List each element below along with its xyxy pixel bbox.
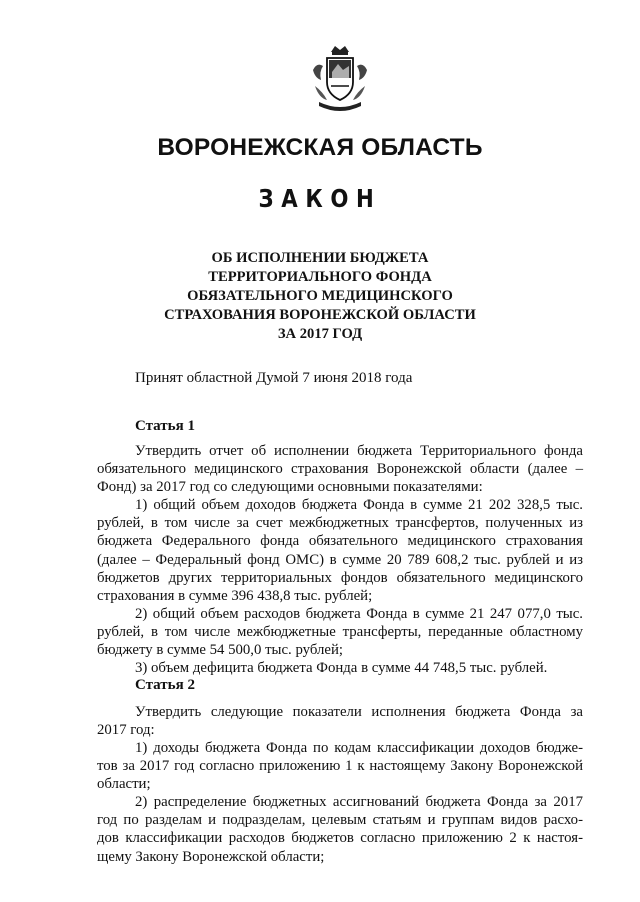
text-line: 1) общий объем доходов бюджета Фонда в сумме 21 202 328,5 тыс. xyxy=(135,497,583,513)
text-line: 3) объем дефицита бюджета Фонда в сумме 44 748,5 тыс. рублей. xyxy=(135,660,548,676)
text-line: бюджета Федерального фонда обязательного медицинского страхования xyxy=(97,533,583,550)
text-line: Утвердить следующие показатели исполнения бюджета Фонда за xyxy=(135,704,583,720)
article-1-item-1 xyxy=(97,496,583,605)
law-title-line: ТЕРРИТОРИАЛЬНОГО ФОНДА xyxy=(208,269,432,285)
article-2-item-1 xyxy=(97,739,583,794)
law-title-line: ОБЯЗАТЕЛЬНОГО МЕДИЦИНСКОГО xyxy=(187,288,453,304)
text-line: страхования в сумме 396 438,8 тыс. рублей; xyxy=(97,587,373,604)
article-2-item-2 xyxy=(97,793,583,866)
document-type-heading: ЗАКОН xyxy=(258,184,382,213)
article-1-item-2 xyxy=(97,605,583,660)
adoption-note: Принят областной Думой 7 июня 2018 года xyxy=(135,370,413,386)
text-line: 2) общий объем расходов бюджета Фонда в сумме 21 247 077,0 тыс. xyxy=(135,606,583,622)
text-line: (далее – Федеральный фонд ОМС) в сумме 20 789 608,2 тыс. рублей и из xyxy=(97,551,583,568)
article-1-intro xyxy=(97,442,583,497)
law-title xyxy=(0,249,640,344)
law-title-line: СТРАХОВАНИЯ ВОРОНЕЖСКОЙ ОБЛАСТИ xyxy=(164,307,476,323)
text-line: рублей, в том числе за счет межбюджетных трансфертов, полученных из xyxy=(97,515,583,532)
text-line: Фонд) за 2017 год со следующими основными показателями: xyxy=(97,479,483,496)
region-heading: ВОРОНЕЖСКАЯ ОБЛАСТЬ xyxy=(157,134,483,161)
text-line: области; xyxy=(97,776,151,793)
text-line: щему Закону Воронежской области; xyxy=(97,848,325,865)
text-line: рублей, в том числе межбюджетные трансферты, переданные областному xyxy=(97,624,583,641)
text-line: 2017 год: xyxy=(97,722,155,739)
article-2-intro xyxy=(97,703,583,739)
article-1-item-3 xyxy=(97,659,583,677)
text-line: бюджетов других территориальных фондов обязательного медицинского xyxy=(97,569,583,586)
coat-of-arms-icon xyxy=(305,42,375,114)
law-title-line: ЗА 2017 ГОД xyxy=(277,326,363,342)
text-line: дов классификации расходов бюджетов согласно приложению 2 к настоя- xyxy=(97,830,583,847)
text-line: 2) распределение бюджетных ассигнований бюджета Фонда за 2017 xyxy=(135,794,583,810)
text-line: Утвердить отчет об исполнении бюджета Территориального фонда xyxy=(135,443,583,459)
text-line: 1) доходы бюджета Фонда по кодам классификации доходов бюдже- xyxy=(135,740,583,756)
article-1-heading: Статья 1 xyxy=(135,418,195,434)
text-line: обязательного медицинского страхования Воронежской области (далее – xyxy=(97,461,583,478)
text-line: год по разделам и подразделам, целевым статьям и группам видов расхо- xyxy=(97,812,583,829)
text-line: бюджету в сумме 54 500,0 тыс. рублей; xyxy=(97,642,343,659)
article-2-heading: Статья 2 xyxy=(135,677,195,693)
text-line: тов за 2017 год согласно приложению 1 к настоящему Закону Воронежской xyxy=(97,758,583,775)
law-title-line: ОБ ИСПОЛНЕНИИ БЮДЖЕТА xyxy=(211,250,429,266)
